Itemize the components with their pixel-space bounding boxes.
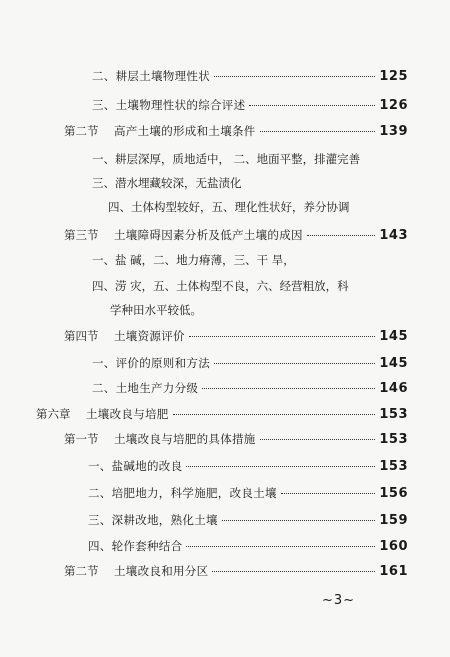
toc-page-number: 145 [379,329,408,344]
toc-entry-title: 二、培肥地力，科学施肥，改良土壤 [88,486,277,500]
toc-entry-title: 土壤资源评价 [114,329,185,343]
leader-dots [307,235,376,236]
toc-page-number: 143 [379,228,408,243]
toc-entry-title: 土壤改良和用分区 [114,564,209,578]
section-label: 第二节 [64,124,99,138]
toc-page-number: 139 [379,124,408,139]
toc-entry-title: 高产土壤的形成和土壤条件 [114,124,256,138]
leader-dots [222,520,376,521]
leader-dots [260,131,376,132]
toc-page-number: 156 [379,486,408,501]
toc-page-number: 153 [379,407,408,422]
toc-entry [92,68,408,85]
toc-entry-title: 二、耕层土壤物理性状 [92,69,210,83]
toc-entry-title: 土壤改良与培肥 [86,407,169,421]
toc-entry-title: 四、轮作套种结合 [88,539,183,553]
toc-entry-title: 一、评价的原则和方法 [92,356,210,370]
toc-section-entry [64,328,408,345]
toc-page-number: 126 [379,98,408,113]
toc-entry [92,355,408,372]
toc-subentry-line: 一、耕层深厚，质地适中， 二、地面平整，排灌完善 [92,152,361,166]
leader-dots [260,439,376,440]
toc-entry [88,538,408,555]
toc-page-number: 125 [379,69,408,84]
toc-section-entry [64,227,408,244]
toc-section-entry [64,563,408,580]
toc-chapter-entry [36,406,408,423]
toc-entry-title: 土壤改良与培肥的具体措施 [114,432,256,446]
section-label: 第一节 [64,432,99,446]
section-label: 第三节 [64,228,99,242]
leader-dots [202,388,375,389]
toc-page-number: 161 [379,564,408,579]
toc-subentry-line: 四、土体构型较好，五、理化性状好，养分协调 [108,200,350,214]
chapter-label: 第六章 [36,407,71,421]
toc-subentry-line: 三、潜水埋藏较深，无盐渍化 [92,176,242,190]
toc-entry-title: 三、深耕改地，熟化土壤 [88,513,218,527]
toc-entry [88,512,408,529]
toc-entry-title: 土壤障碍因素分析及低产土壤的成因 [114,228,303,242]
toc-page-number: 146 [379,381,408,396]
toc-entry [92,380,408,397]
section-label: 第二节 [64,564,99,578]
page-folio: ~3~ [322,593,356,608]
toc-subentry-line: 一、盐 碱，二、地力瘠薄，三、干 旱， [92,253,295,267]
toc-page-number: 153 [379,432,408,447]
toc-entry [88,485,408,502]
leader-dots [186,466,375,467]
toc-page-number: 159 [379,513,408,528]
leader-dots [214,363,375,364]
leader-dots [249,105,375,106]
toc-section-entry [64,431,408,448]
toc-entry-title: 一、盐碱地的改良 [88,459,183,473]
leader-dots [189,336,376,337]
toc-subentry-line: 学种田水平较低。 [110,303,202,317]
toc-entry-title: 二、土地生产力分级 [92,381,199,395]
leader-dots [173,414,376,415]
toc-entry [88,458,408,475]
section-label: 第四节 [64,329,99,343]
toc-page-number: 145 [379,356,408,371]
leader-dots [281,493,376,494]
toc-subentry-line: 四、涝 灾，五、土体构型不良，六、经营粗放，科 [92,279,349,293]
leader-dots [212,571,375,572]
toc-section-entry [64,123,408,140]
toc-entry-title: 三、土壤物理性状的综合评述 [92,98,246,112]
leader-dots [214,76,375,77]
toc-entry [92,97,408,114]
toc-page-number: 160 [379,539,408,554]
toc-page-number: 153 [379,459,408,474]
leader-dots [186,546,375,547]
